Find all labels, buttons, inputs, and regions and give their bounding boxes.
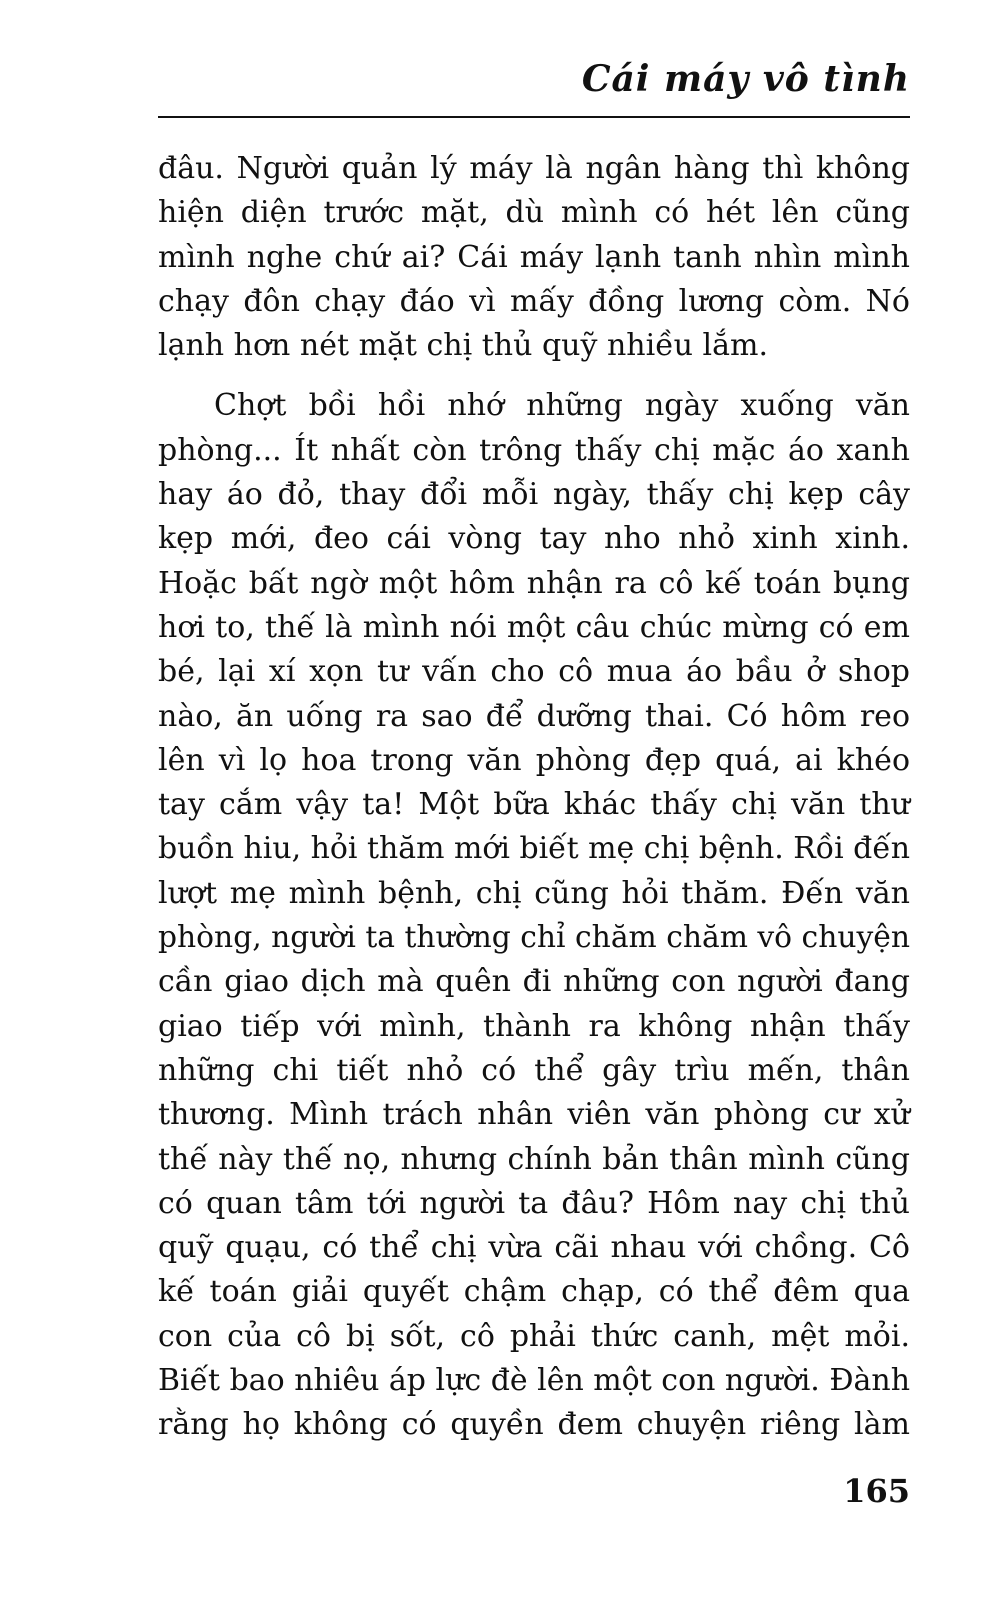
header-divider	[158, 116, 910, 118]
text-line: lượt mẹ mình bệnh, chị cũng hỏi thăm. Đến văn	[158, 875, 910, 911]
text-line: tay cắm vậy ta! Một bữa khác thấy chị văn thư	[158, 787, 910, 823]
text-line: hay áo đỏ, thay đổi mỗi ngày, thấy chị kẹp cây	[158, 477, 910, 513]
text-line: những chi tiết nhỏ có thể gây trìu mến, thân	[158, 1052, 910, 1088]
text-line: kẹp mới, đeo cái vòng tay nho nhỏ xinh xinh.	[158, 521, 910, 557]
text-line: kế toán giải quyết chậm chạp, có thể đêm qua	[158, 1274, 910, 1310]
page-number: 165	[843, 1472, 910, 1510]
text-line: đâu. Người quản lý máy là ngân hàng thì không	[158, 151, 910, 186]
text-line: có quan tâm tới người ta đâu? Hôm nay chị thủ	[158, 1185, 910, 1221]
text-line: hiện diện trước mặt, dù mình có hét lên cũng	[158, 195, 910, 231]
text-line: phòng... Ít nhất còn trông thấy chị mặc áo xanh	[158, 432, 910, 468]
running-header-title: Cái máy vô tình	[581, 58, 910, 100]
text-line: quỹ quạu, có thể chị vừa cãi nhau với chồng. Cô	[158, 1230, 910, 1266]
text-line: hơi to, thế là mình nói một câu chúc mừng có em	[158, 609, 910, 645]
text-line: lạnh hơn nét mặt chị thủ quỹ nhiều lắm.	[158, 328, 769, 364]
text-line: thế này thế nọ, nhưng chính bản thân mình cũng	[158, 1141, 910, 1177]
paragraph-2	[158, 384, 910, 1447]
text-line: rằng họ không có quyền đem chuyện riêng làm	[158, 1407, 910, 1443]
text-line: buồn hiu, hỏi thăm mới biết mẹ chị bệnh. Rồi đến	[158, 831, 910, 867]
text-line: cần giao dịch mà quên đi những con người đang	[158, 964, 910, 1000]
text-line: bé, lại xí xọn tư vấn cho cô mua áo bầu ở shop	[158, 654, 910, 690]
text-line: Hoặc bất ngờ một hôm nhận ra cô kế toán bụng	[158, 565, 910, 601]
text-line: mình nghe chứ ai? Cái máy lạnh tanh nhìn mình	[158, 239, 910, 275]
text-line: Biết bao nhiêu áp lực đè lên một con người. Đành	[158, 1363, 910, 1399]
text-line: thương. Mình trách nhân viên văn phòng cư xử	[158, 1097, 910, 1133]
text-line: giao tiếp với mình, thành ra không nhận thấy	[158, 1008, 910, 1044]
body-text	[158, 147, 910, 1448]
text-line: chạy đôn chạy đáo vì mấy đồng lương còm. Nó	[158, 283, 910, 319]
text-line: con của cô bị sốt, cô phải thức canh, mệt mỏi.	[158, 1318, 910, 1354]
text-line: phòng, người ta thường chỉ chăm chăm vô chuyện	[158, 920, 910, 956]
text-line: nào, ăn uống ra sao để dưỡng thai. Có hôm reo	[158, 698, 910, 734]
text-line: Chợt bồi hồi nhớ những ngày xuống văn	[214, 388, 910, 424]
paragraph-1	[158, 147, 910, 368]
text-line: lên vì lọ hoa trong văn phòng đẹp quá, ai khéo	[158, 742, 910, 778]
